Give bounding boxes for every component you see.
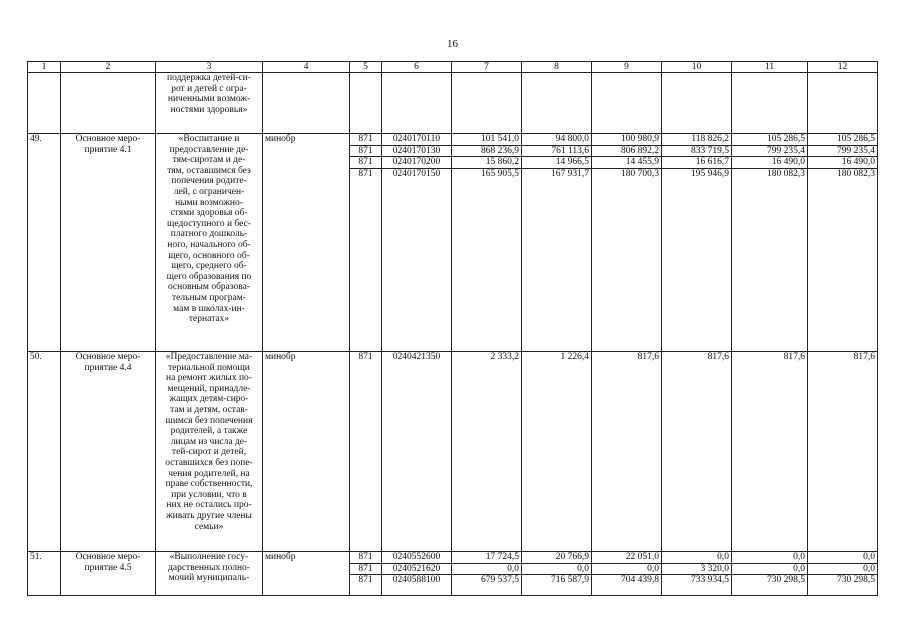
column-header: 12: [808, 62, 878, 73]
amount-value: 2 333,2: [490, 352, 519, 362]
event-name-line: Основное меро-: [75, 352, 141, 362]
table-body: [28, 62, 878, 596]
event-description-line: праве собственности,: [165, 479, 253, 490]
amount-value: 100 980,9: [592, 134, 661, 146]
event-description-line: щего, основного об-: [168, 250, 250, 261]
amount-value: 817,6: [783, 352, 805, 362]
amount-value: 799 235,4: [732, 146, 807, 158]
amount-value: 1 226,4: [560, 352, 589, 362]
column-8-cell: [522, 73, 592, 134]
amount-value: 733 934,5: [691, 575, 729, 586]
amount-value: 195 946,9: [691, 168, 729, 179]
amount-value: 20 766,9: [522, 552, 591, 564]
column-5-cell: [350, 73, 382, 134]
amount-value: 833 719,5: [662, 146, 731, 158]
event-description-line: лей, с ограничен-: [173, 186, 245, 197]
column-6-cell: [382, 134, 452, 352]
amount-value: 14 966,5: [522, 157, 591, 169]
budget-code: 871: [350, 157, 381, 169]
amount-value: 16 490,0: [808, 157, 877, 169]
column-header: 9: [592, 62, 662, 73]
event-description-line: тям-сиротам и де-: [172, 155, 246, 166]
event-description-line: живать другие члены: [166, 510, 252, 521]
column-7-cell: [452, 73, 522, 134]
event-description-line: щего, среднего об-: [171, 261, 247, 272]
event-description-line: оставшихся без попе-: [165, 457, 253, 468]
event-name-line: Основное меро-: [75, 134, 141, 144]
amount-value: 167 931,7: [551, 168, 589, 179]
amount-value: 806 892,2: [592, 146, 661, 158]
column-header: 7: [452, 62, 522, 73]
event-description-line: щего образования по: [166, 271, 252, 282]
header-row: [28, 62, 878, 73]
classifier-code: 0240421350: [392, 352, 441, 362]
event-description-line: щедоступного и бес-: [167, 218, 251, 229]
column-7-cell: [452, 134, 522, 352]
event-description-line: лицам из числа де-: [170, 436, 248, 447]
classifier-code: 0240552600: [382, 552, 451, 564]
column-header: 3: [156, 62, 263, 73]
budget-code: 871: [350, 552, 381, 564]
column-10-cell: [662, 134, 732, 352]
amount-value: 0,0: [732, 552, 807, 564]
event-description-line: шимся без попечения: [165, 415, 253, 426]
table-row: [28, 552, 878, 596]
row-number: 50.: [28, 352, 61, 552]
column-12-cell: [808, 73, 878, 134]
event-description-line: поддержка детей-си-: [167, 73, 251, 83]
event-description-line: при условии, что в: [171, 489, 247, 500]
event-name-line: приятие 4.4: [84, 362, 132, 373]
event-description-line: ного, начального об-: [167, 239, 251, 250]
column-11-cell: [732, 352, 808, 552]
amount-value: 679 537,5: [481, 575, 519, 586]
event-description: [156, 552, 263, 596]
classifier-code: 0240170200: [382, 157, 451, 169]
classifier-code: 0240521620: [382, 564, 451, 576]
event-description-line: родителей, а также: [170, 426, 248, 437]
amount-value: 118 826,2: [662, 134, 731, 146]
event-description-line: рот и детей с огра-: [171, 83, 247, 94]
row-number: 51.: [28, 552, 61, 596]
event-description-line: «Воспитание и: [178, 134, 240, 144]
amount-value: 94 800,0: [522, 134, 591, 146]
amount-value: 105 286,5: [808, 134, 877, 146]
event-description-line: предоставление де-: [169, 144, 249, 155]
column-header: 5: [350, 62, 382, 73]
amount-value: 817,6: [637, 352, 659, 362]
column-header: 4: [263, 62, 350, 73]
executor: минобр: [263, 134, 350, 352]
column-10-cell: [662, 352, 732, 552]
amount-value: 0,0: [452, 564, 521, 576]
event-name-line: приятие 4.5: [84, 562, 132, 573]
event-description-line: ностями здоровья»: [170, 104, 248, 115]
amount-value: 16 490,0: [732, 157, 807, 169]
table-row: [28, 352, 878, 552]
table-row: [28, 134, 878, 352]
column-9-cell: [592, 352, 662, 552]
amount-value: 716 587,9: [551, 575, 589, 586]
column-5-cell: [350, 352, 382, 552]
event-description-line: тей-сирот и детей,: [171, 447, 247, 458]
column-12-cell: [808, 552, 878, 596]
event-description-line: них не остались про-: [166, 500, 252, 511]
event-name-line: Основное меро-: [75, 552, 141, 562]
event-description-line: платного дошколь-: [170, 229, 248, 240]
amount-value: 14 455,9: [592, 157, 661, 169]
column-header: 6: [382, 62, 452, 73]
column-8-cell: [522, 352, 592, 552]
event-description-line: на ремонт жилых по-: [166, 373, 252, 384]
column-12-cell: [808, 352, 878, 552]
event-name-line: приятие 4.1: [84, 144, 132, 155]
amount-value: 0,0: [522, 564, 591, 576]
event-description-line: тернатах»: [188, 314, 230, 325]
event-description-line: тельным програм-: [172, 292, 246, 303]
executor: минобр: [263, 352, 350, 552]
executor: [263, 73, 350, 134]
amount-value: 16 616,7: [662, 157, 731, 169]
amount-value: 180 082,3: [837, 168, 875, 179]
classifier-code: 0240170130: [382, 146, 451, 158]
event-description-line: ными возможно-: [175, 197, 243, 208]
amount-value: 0,0: [808, 564, 877, 576]
amount-value: 730 298,5: [767, 575, 805, 586]
classifier-code: 0240588100: [392, 575, 441, 586]
column-8-cell: [522, 134, 592, 352]
executor: минобр: [263, 552, 350, 596]
budget-code: 871: [358, 168, 373, 179]
column-5-cell: [350, 552, 382, 596]
row-number: [28, 73, 61, 134]
column-6-cell: [382, 552, 452, 596]
event-description-line: тям, оставшимся без: [167, 165, 251, 176]
column-header: 8: [522, 62, 592, 73]
event-name: [61, 134, 156, 352]
event-description-line: там и детям, остав-: [170, 404, 248, 415]
column-6-cell: [382, 73, 452, 134]
budget-code: 871: [358, 352, 373, 362]
amount-value: 0,0: [662, 552, 731, 564]
table-row: [28, 73, 878, 134]
column-9-cell: [592, 552, 662, 596]
event-description-line: попечения родите-: [171, 176, 247, 187]
amount-value: 817,6: [707, 352, 729, 362]
column-11-cell: [732, 552, 808, 596]
event-description-line: жащих детям-сиро-: [169, 394, 249, 405]
amount-value: 22 051,0: [592, 552, 661, 564]
column-9-cell: [592, 73, 662, 134]
budget-table: [27, 61, 878, 596]
event-description-line: основным образова-: [167, 282, 251, 293]
amount-value: 105 286,5: [732, 134, 807, 146]
event-description-line: чения родителей, на: [168, 468, 250, 479]
amount-value: 180 700,3: [621, 168, 659, 179]
event-description-line: семьи»: [194, 521, 224, 532]
event-description: [156, 73, 263, 134]
column-6-cell: [382, 352, 452, 552]
column-header: 11: [732, 62, 808, 73]
column-12-cell: [808, 134, 878, 352]
column-11-cell: [732, 73, 808, 134]
amount-value: 730 298,5: [837, 575, 875, 586]
amount-value: 704 439,8: [621, 575, 659, 586]
column-11-cell: [732, 134, 808, 352]
amount-value: 15 860,2: [452, 157, 521, 169]
column-8-cell: [522, 552, 592, 596]
budget-code: 871: [358, 575, 373, 586]
amount-value: 165 905,5: [481, 168, 519, 179]
amount-value: 0,0: [592, 564, 661, 576]
event-description-line: мам в школах-ин-: [173, 303, 245, 314]
event-name: [61, 73, 156, 134]
amount-value: 101 541,0: [452, 134, 521, 146]
amount-value: 817,6: [853, 352, 875, 362]
event-description: [156, 352, 263, 552]
column-7-cell: [452, 352, 522, 552]
amount-value: 799 235,4: [808, 146, 877, 158]
amount-value: 17 724,5: [452, 552, 521, 564]
event-description-line: стями здоровья об-: [170, 208, 248, 219]
amount-value: 180 082,3: [767, 168, 805, 179]
event-description-line: мочий муниципаль-: [168, 573, 250, 584]
event-name: [61, 552, 156, 596]
column-5-cell: [350, 134, 382, 352]
column-10-cell: [662, 552, 732, 596]
budget-code: 871: [350, 134, 381, 146]
column-header: 2: [61, 62, 156, 73]
column-header: 10: [662, 62, 732, 73]
event-description-line: териальной помощи: [168, 362, 250, 373]
event-description-line: «Предоставление ма-: [165, 352, 253, 362]
classifier-code: 0240170110: [382, 134, 451, 146]
classifier-code: 0240170150: [392, 168, 441, 179]
event-name: [61, 352, 156, 552]
amount-value: 761 113,6: [522, 146, 591, 158]
event-description-line: дарственных полно-: [168, 562, 250, 573]
column-header: 1: [28, 62, 61, 73]
amount-value: 3 320,0: [662, 564, 731, 576]
column-9-cell: [592, 134, 662, 352]
event-description-line: ниченными возмож-: [167, 94, 251, 105]
event-description-line: мещений, принадле-: [167, 383, 251, 394]
budget-code: 871: [350, 564, 381, 576]
budget-code: 871: [350, 146, 381, 158]
event-description-line: «Выполнение госу-: [169, 552, 249, 562]
amount-value: 0,0: [808, 552, 877, 564]
event-description: [156, 134, 263, 352]
amount-value: 868 236,9: [452, 146, 521, 158]
row-number: 49.: [28, 134, 61, 352]
column-7-cell: [452, 552, 522, 596]
column-10-cell: [662, 73, 732, 134]
page-number: 16: [447, 38, 458, 50]
amount-value: 0,0: [732, 564, 807, 576]
